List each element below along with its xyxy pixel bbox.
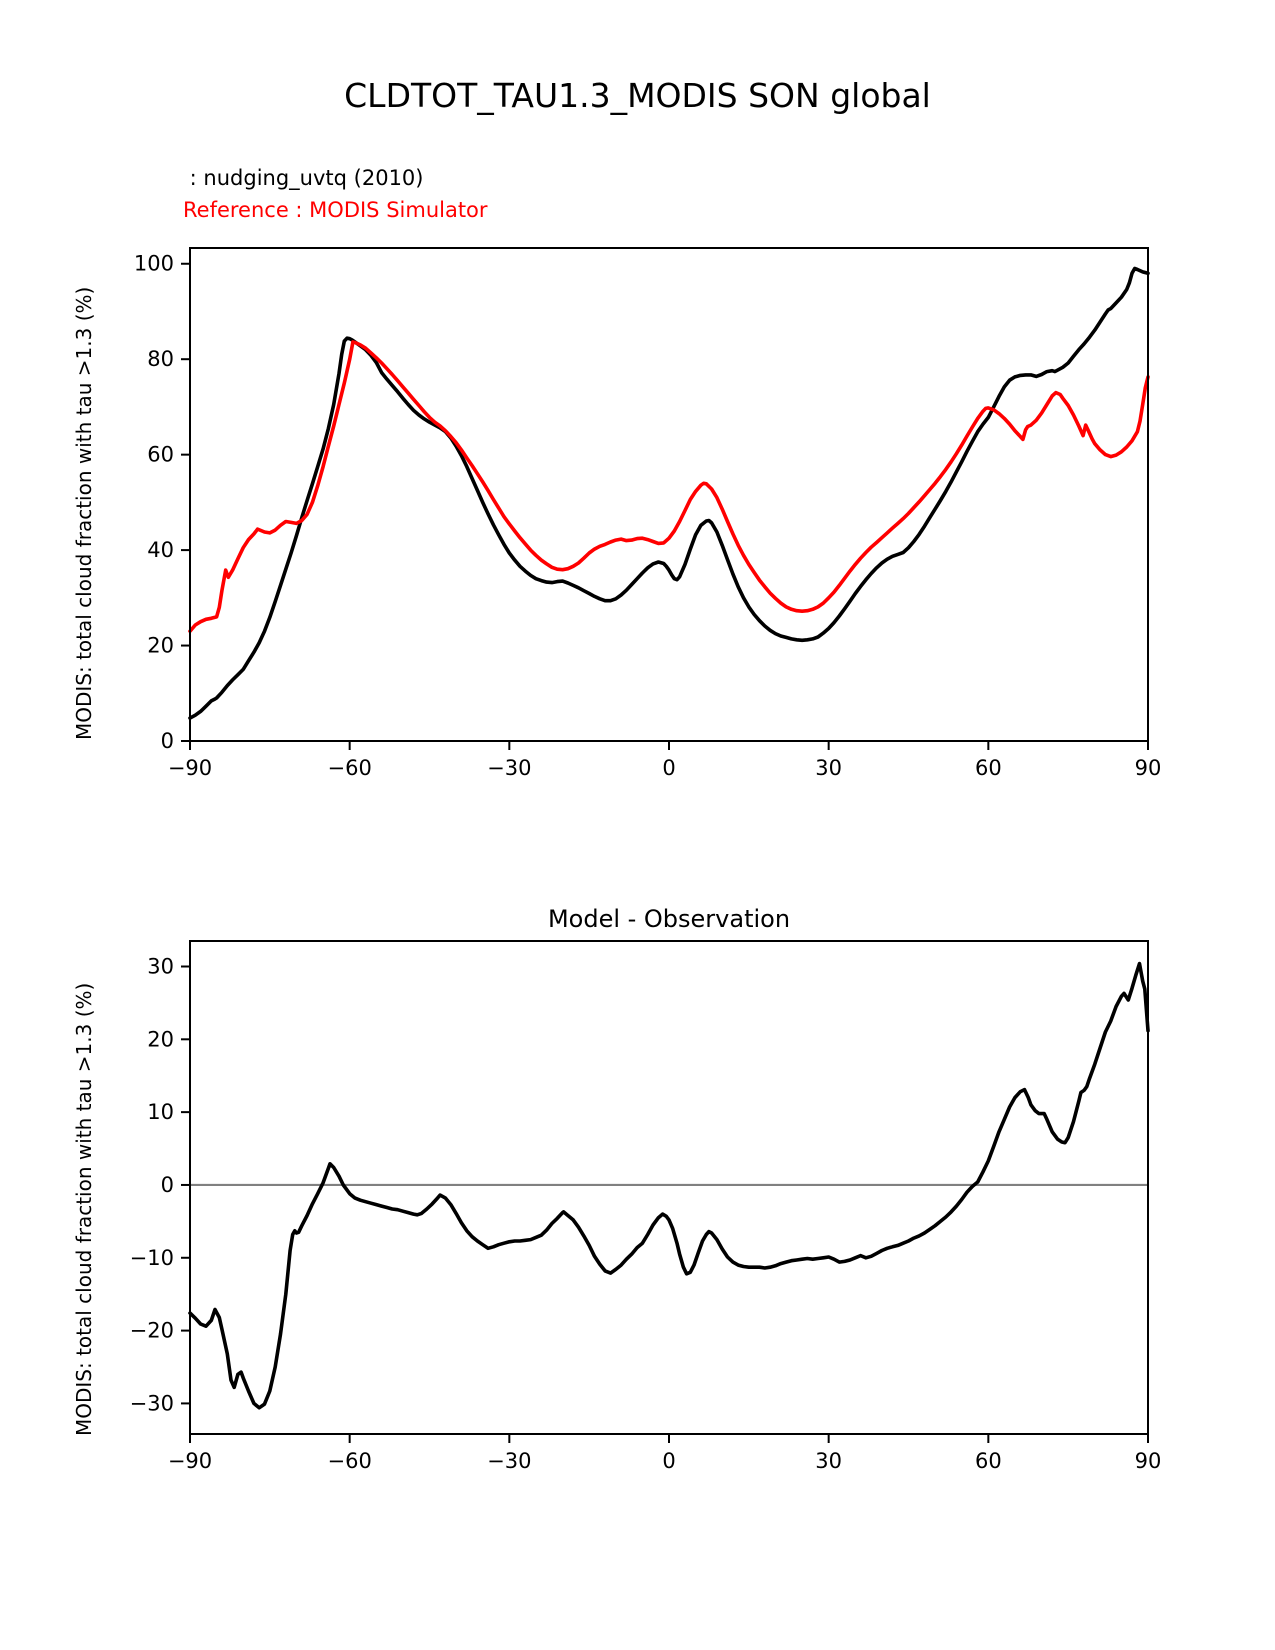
x-tick-label: 90	[1134, 1449, 1162, 1473]
x-tick-label: 60	[974, 756, 1002, 780]
page-title: CLDTOT_TAU1.3_MODIS SON global	[344, 76, 931, 115]
y-tick-label: 30	[147, 954, 174, 979]
curve-nudging-uvtq-2010-	[190, 269, 1148, 719]
y-tick-label: 100	[133, 251, 174, 276]
axes-spines	[190, 941, 1148, 1434]
legend-model-label: : nudging_uvtq (2010)	[183, 166, 424, 190]
y-tick-label: 40	[147, 538, 174, 563]
x-tick-label: −60	[327, 756, 372, 780]
y-tick-label: 20	[147, 1027, 174, 1052]
y-tick-label: 10	[147, 1100, 174, 1125]
y-tick-label: 0	[160, 1172, 174, 1197]
y-tick-label: 60	[147, 442, 174, 467]
y-tick-label: 80	[147, 347, 174, 372]
x-tick-label: 60	[974, 1449, 1002, 1473]
bottom-y-axis-label: MODIS: total cloud fraction with tau >1.3 (%)	[72, 982, 96, 1436]
y-tick-label: 20	[147, 633, 174, 658]
y-tick-label: −10	[129, 1245, 174, 1270]
x-tick-label: −60	[327, 1449, 372, 1473]
y-tick-label: −30	[129, 1391, 174, 1416]
x-tick-label: 0	[662, 756, 676, 780]
x-tick-label: −30	[487, 1449, 532, 1473]
difference-panel-title: Model - Observation	[547, 905, 791, 933]
x-tick-label: 90	[1134, 756, 1162, 780]
x-tick-label: 0	[662, 1449, 676, 1473]
x-tick-label: −90	[167, 1449, 213, 1473]
x-tick-label: 30	[815, 1449, 843, 1473]
bottom-panel	[130, 941, 1162, 1473]
top-y-axis-label: MODIS: total cloud fraction with tau >1.3 (%)	[72, 286, 96, 740]
x-tick-label: −30	[487, 756, 532, 780]
axes-spines	[190, 248, 1148, 741]
x-tick-label: 30	[815, 756, 843, 780]
y-tick-label: 0	[160, 729, 174, 753]
y-tick-label: −20	[129, 1318, 174, 1343]
x-tick-label: −90	[167, 756, 213, 780]
legend-reference-label: Reference : MODIS Simulator	[183, 198, 488, 222]
top-panel	[134, 248, 1161, 780]
